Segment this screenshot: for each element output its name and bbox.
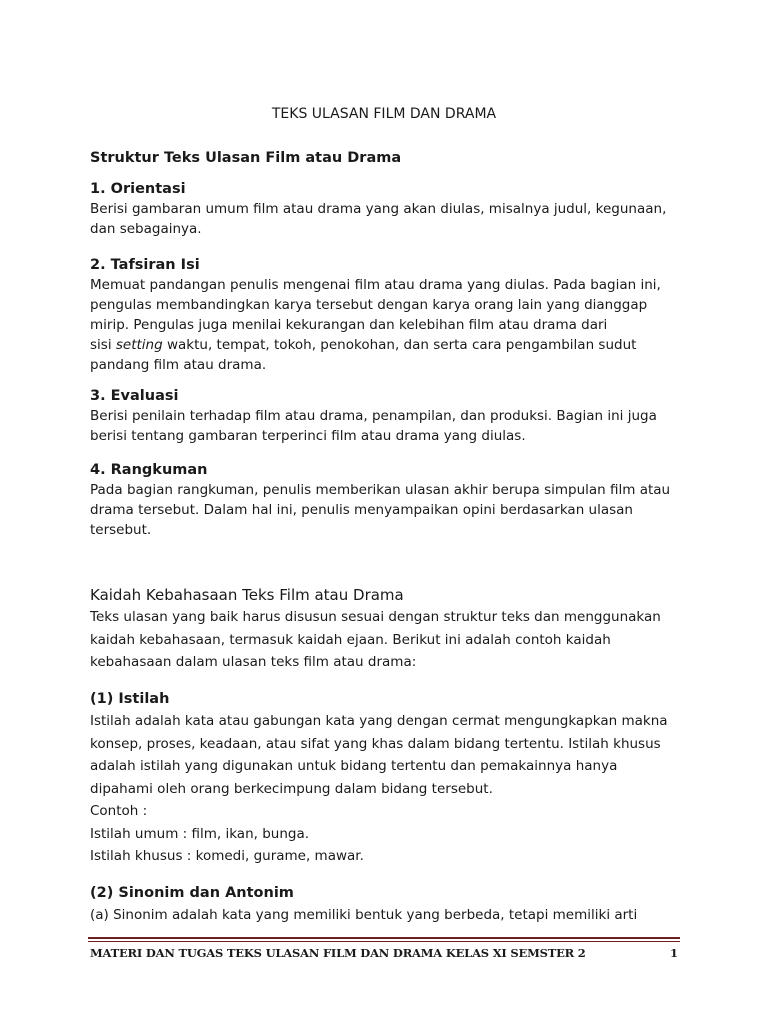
- sinonim-section: [90, 882, 690, 927]
- kaidah-intro-line-3: kebahasaan dalam ulasan teks film atau drama:: [90, 654, 417, 670]
- istilah-section: [90, 688, 690, 868]
- orientasi-line-2: dan sebagainya.: [90, 221, 202, 237]
- setting-term: setting: [115, 337, 163, 353]
- struktur-heading: Struktur Teks Ulasan Film atau Drama: [90, 150, 402, 166]
- rangkuman-section: [90, 461, 690, 540]
- rangkuman-heading: 4. Rangkuman: [90, 462, 208, 478]
- rangkuman-line-1: Pada bagian rangkuman, penulis memberikan ulasan akhir berupa simpulan film atau: [90, 482, 671, 498]
- evaluasi-line-2: berisi tentang gambaran terperinci film atau drama yang diulas.: [90, 428, 526, 444]
- rangkuman-line-2: drama tersebut. Dalam hal ini, penulis menyampaikan opini berdasarkan ulasan: [90, 502, 633, 518]
- istilah-line-4: dipahami oleh orang berkecimpung dalam bidang tersebut.: [90, 780, 493, 797]
- line-suffix: waktu, tempat, tokoh, penokohan, dan serta cara pengambilan sudut: [162, 337, 637, 353]
- sinonim-heading: (2) Sinonim dan Antonim: [90, 885, 294, 901]
- kaidah-intro-line-2: kaidah kebahasaan, termasuk kaidah ejaan. Berikut ini adalah contoh kaidah: [90, 631, 611, 648]
- evaluasi-section: [90, 387, 690, 446]
- tafsiran-isi-line-5: pandang film atau drama.: [90, 357, 267, 373]
- tafsiran-isi-line-2: pengulas membandingkan karya tersebut dengan karya orang lain yang dianggap: [90, 297, 648, 313]
- footer-divider-thin: [88, 941, 680, 942]
- rangkuman-line-3: tersebut.: [90, 522, 152, 538]
- orientasi-heading: 1. Orientasi: [90, 181, 186, 197]
- istilah-contoh-umum: Istilah umum : film, ikan, bunga.: [90, 825, 310, 842]
- sinonim-line-1: (a) Sinonim adalah kata yang memiliki bentuk yang berbeda, tetapi memiliki arti: [90, 907, 638, 923]
- istilah-contoh-label: Contoh :: [90, 803, 148, 819]
- page-number: 1: [669, 946, 678, 960]
- istilah-contoh-khusus: Istilah khusus : komedi, gurame, mawar.: [90, 848, 364, 864]
- kaidah-intro-line-1: Teks ulasan yang baik harus disusun sesuai dengan struktur teks dan menggunakan: [90, 609, 661, 625]
- istilah-line-1: Istilah adalah kata atau gabungan kata yang dengan cermat mengungkapkan makna: [90, 713, 668, 729]
- tafsiran-isi-line-1: Memuat pandangan penulis mengenai film atau drama yang diulas. Pada bagian ini,: [90, 277, 661, 293]
- orientasi-section: [90, 180, 690, 239]
- tafsiran-isi-line-3: mirip. Pengulas juga menilai kekurangan dan kelebihan film atau drama dari: [90, 317, 608, 333]
- page-title: TEKS ULASAN FILM DAN DRAMA: [271, 106, 497, 122]
- istilah-line-3: adalah istilah yang digunakan untuk bidang tertentu dan pemakainnya hanya: [90, 758, 618, 774]
- line-prefix: sisi: [90, 337, 116, 353]
- tafsiran-isi-line-4: [90, 335, 690, 355]
- istilah-heading: (1) Istilah: [90, 691, 170, 707]
- footer-text: MATERI DAN TUGAS TEKS ULASAN FILM DAN DRAMA KELAS XI SEMSTER 2: [90, 946, 586, 960]
- tafsiran-isi-heading: 2. Tafsiran Isi: [90, 257, 200, 273]
- struktur-heading-block: [90, 149, 690, 168]
- kaidah-section: [90, 584, 690, 674]
- orientasi-line-1: Berisi gambaran umum film atau drama yang akan diulas, misalnya judul, kegunaan,: [90, 201, 667, 217]
- footer-divider: [88, 937, 680, 939]
- istilah-line-2: konsep, proses, keadaan, atau sifat yang khas dalam bidang tertentu. Istilah khusus: [90, 735, 661, 752]
- evaluasi-line-1: Berisi penilain terhadap film atau drama, penampilan, dan produksi. Bagian ini juga: [90, 408, 657, 424]
- kaidah-heading: Kaidah Kebahasaan Teks Film atau Drama: [90, 586, 404, 604]
- evaluasi-heading: 3. Evaluasi: [90, 388, 179, 404]
- tafsiran-isi-section: [90, 256, 690, 375]
